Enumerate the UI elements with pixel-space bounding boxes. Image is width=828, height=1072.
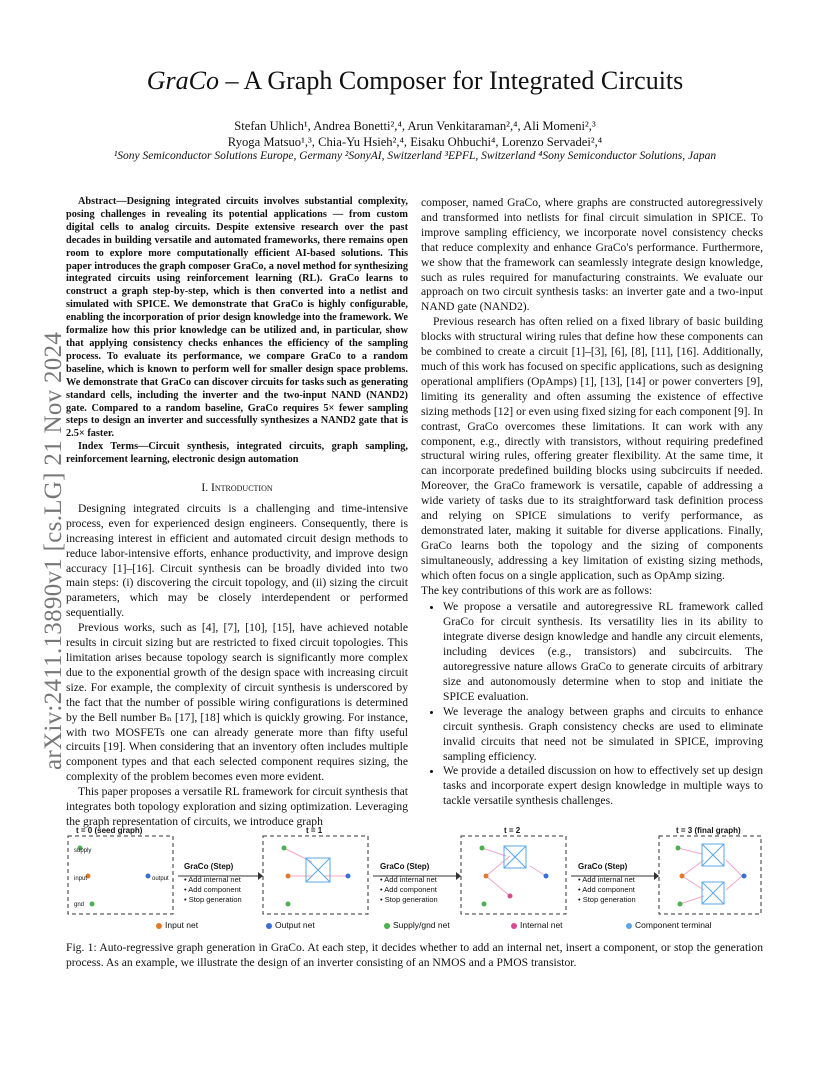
- title-graco: GraCo: [146, 66, 219, 95]
- legend-terminal-label: Component terminal: [635, 920, 712, 930]
- intro-paragraph-2: Previous works, such as [4], [7], [10], [15], have achieved notable results in circuit sizing but are restricted to fixed circuit topologies. This limitation arises because topology search is significantly more complex due to the exponential growth of the design space with increasing circuit size. For example, the complexity of circuit synthesis is underscored by the fact that the number of possible wiring configurations is determined by the Bell number Bₙ [17], [18] which is quickly growing. For instance, with two MOSFETs one can already generate more than fifty useful circuits [19]. When considering that an inventory often includes multiple component types and that each selected component requires sizing, the complexity of the problem becomes even more evident.: [66, 621, 408, 784]
- step-item-add-component: • Add component: [578, 885, 635, 894]
- arrow-3-head: [654, 872, 659, 880]
- node-output-dot: [742, 874, 747, 879]
- right-column: [421, 196, 763, 809]
- legend-supply: [384, 920, 450, 930]
- abstract: Abstract—Designing integrated circuits involves substantial complexity, posing challenges in revealing its potential applications — from custom digital cells to analog circuits. Despite extensive research over the past decades in building versatile and automated frameworks, there remains open room to explore more computationally efficient AI-based solutions. This paper introduces the graph composer GraCo, a novel method for synthesizing integrated circuits using reinforcement learning (RL). GraCo learns to construct a graph step-by-step, which is then converted into a netlist and simulated with SPICE. We demonstrate that GraCo is highly configurable, enabling the incorporation of prior design knowledge into the framework. We formalize how this prior knowledge can be utilized and, in particular, show that applying consistency checks enhances the efficiency of the sampling process. To evaluate its performance, we compare GraCo to a random baseline, which is known to perform well for smaller design space problems. We demonstrate that GraCo can discover circuits for tasks such as generating standard cells, including the inverter and the two-input NAND (NAND2) gate. Compared to a random baseline, GraCo requires 5× fewer sampling steps to design an inverter and successfully synthesizes a NAND2 gate that is 2.5× faster.: [66, 196, 408, 440]
- left-column: [66, 196, 408, 830]
- graco-step-title: GraCo (Step): [380, 862, 430, 871]
- index-terms: Index Terms—Circuit synthesis, integrated circuits, graph sampling, reinforcement learning, electronic design automation: [66, 441, 408, 466]
- step-item-add-component: • Add component: [184, 885, 241, 894]
- node-output-dot: [544, 874, 549, 879]
- edge: [726, 860, 742, 876]
- right-paragraph-2: Previous research has often relied on a fixed library of basic building blocks with structural wiring rules that define how these components can be combined to create a circuit [1]–[3], [6], [8], [11], [16]. Additionally, much of this work has focused on specific applications, such as designing operational amplifiers (OpAmps) [1], [13], [14] or power converters [9], limiting its generality and often assuming the existence of effective sizing methods [12] or even using fixed sizing for each component [9]. In contrast, GraCo overcomes these limitations. It can work with any component, e.g., directly with transistors, without requiring predefined structural wiring rules, offering greater flexibility. At the same time, it can incorporate predefined building blocks using subcircuits if needed. Moreover, the GraCo framework is versatile, capable of addressing a wide variety of tasks due to its straightforward task definition process and relying on SPICE simulations to verify performance, as demonstrated later, making it suitable for diverse applications. Finally, GraCo learns both the topology and the sizing of components simultaneously, addressing a key limitation of existing sizing methods, which often focus on a single application, such as OpAmp sizing.: [421, 315, 763, 582]
- graco-step-title: GraCo (Step): [184, 862, 234, 871]
- node-output-dot: [346, 874, 351, 879]
- legend-output-label: Output net: [275, 920, 315, 930]
- figure-1: [66, 826, 763, 934]
- label-t2: t = 2: [504, 826, 521, 835]
- arrow-2-head: [456, 872, 461, 880]
- edge: [726, 876, 742, 890]
- step-item-stop-generation: • Stop generation: [578, 895, 636, 904]
- arrow-1-head: [258, 872, 263, 880]
- figure-caption: Fig. 1: Auto-regressive graph generation in GraCo. At each step, it decides whether to add an internal net, insert a component, or stop the generation process. As an example, we illustrate the design of an inverter consisting of an NMOS and a PMOS transistor.: [66, 941, 763, 969]
- graco-step-3: [578, 862, 636, 905]
- edge: [680, 896, 704, 904]
- legend-terminal: [626, 920, 712, 930]
- frame-t2: [461, 836, 566, 914]
- node-input-dot: [484, 874, 489, 879]
- paper-title: [70, 66, 760, 96]
- right-paragraph-1: composer, named GraCo, where graphs are constructed autoregressively and transformed into netlists for final circuit simulation in SPICE. To improve sampling efficiency, we incorporate novel consistency checks that reduce complexity and enhance GraCo's performance. Furthermore, we show that the framework can seamlessly integrate design knowledge, such as rules required for manufacturing constraints. We evaluate our approach on two circuit synthesis tasks: an inverter gate and a two-input NAND gate (NAND2).: [421, 196, 763, 314]
- title-rest: – A Graph Composer for Integrated Circuits: [218, 66, 684, 95]
- node-gnd-label: gnd: [74, 902, 85, 908]
- node-gnd-dot: [90, 902, 95, 907]
- legend-internal: [511, 920, 563, 930]
- section-heading-introduction: I. Introduction: [201, 481, 273, 495]
- contributions-intro: The key contributions of this work are as follows:: [421, 583, 653, 597]
- label-t3: t = 3 (final graph): [676, 826, 741, 835]
- intro-paragraph-3: This paper proposes a versatile RL framework for circuit synthesis that integrates both topology exploration and sizing optimization. Leveraging the graph representation of circuits, we introduce graph: [66, 785, 408, 828]
- node-gnd-dot: [286, 902, 291, 907]
- graco-step-2: [380, 862, 438, 905]
- node-gnd-dot: [482, 902, 487, 907]
- authors: [70, 118, 760, 150]
- arxiv-id: arXiv:2411.13890v1 [cs.LG] 21 Nov 2024: [40, 331, 67, 770]
- node-supply-dot: [676, 846, 681, 851]
- legend-internal-label: Internal net: [520, 920, 563, 930]
- label-t1: t = 1: [306, 826, 323, 835]
- graco-step-title: GraCo (Step): [578, 862, 628, 871]
- node-supply-label: supply: [74, 848, 92, 854]
- legend-supply-label: Supply/gnd net: [393, 920, 450, 930]
- step-item-add-internal-net: • Add internal net: [380, 875, 437, 884]
- edge: [682, 876, 704, 890]
- node-supply-dot: [480, 846, 485, 851]
- edge: [682, 860, 704, 876]
- contribution-item: • We leverage the analogy between graphs and circuits to enhance circuit synthesis. Graph consistency checks are used to eliminate invalid circuits that need not be simulated in SPICE, improving sampling efficiency.: [443, 705, 763, 765]
- step-item-add-component: • Add component: [380, 885, 437, 894]
- contribution-item: • We provide a detailed discussion on how to effectively set up design tasks and incorporate expert design knowledge in multiple ways to tackle versatile synthesis challenges.: [443, 764, 763, 809]
- step-item-add-internal-net: • Add internal net: [578, 875, 635, 884]
- node-internal-dot: [508, 894, 513, 899]
- figure-legend: [66, 920, 763, 934]
- node-output-label: output: [152, 876, 169, 882]
- node-input-label: input: [74, 876, 88, 882]
- legend-input: [156, 920, 198, 930]
- legend-output: [266, 920, 315, 930]
- edge: [486, 876, 510, 896]
- graco-step-1: [184, 862, 242, 905]
- node-output-dot: [146, 874, 151, 879]
- contributions-list: [421, 600, 763, 809]
- step-item-stop-generation: • Stop generation: [380, 895, 438, 904]
- edge: [482, 848, 506, 856]
- frame-t1: [263, 836, 368, 914]
- authors-line-1: Stefan Uhlich¹, Andrea Bonetti²,⁴, Arun Venkitaraman²,⁴, Ali Momeni²,³: [234, 119, 596, 133]
- intro-paragraph-1: Designing integrated circuits is a challenging and time-intensive process, even for experienced design engineers. Consequently, there is increasing interest in efficient and automated circuit design methods to reduce labor-intensive efforts, enhance productivity, and improve design accuracy [1]–[16]. Circuit synthesis can be broadly divided into two main steps: (i) discovering the circuit topology, and (ii) sizing the circuit parameters, which may be closely interdependent or performed sequentially.: [66, 501, 408, 620]
- step-item-add-internal-net: • Add internal net: [184, 875, 241, 884]
- authors-line-2: Ryoga Matsuo¹,³, Chia-Yu Hsieh²,⁴, Eisaku Ohbuchi⁴, Lorenzo Servadei²,⁴: [227, 135, 603, 149]
- contribution-item: • We propose a versatile and autoregressive RL framework called GraCo for circuit synthesis. Its versatility lies in its ability to integrate diverse design knowledge and handle any circuit elements, including devices (e.g., transistors) and subcircuits. The autoregressive nature allows GraCo to generate circuits of arbitrary size and autonomously determine when to stop and initiate the SPICE evaluation.: [443, 600, 763, 704]
- edge: [530, 866, 546, 876]
- node-supply-dot: [282, 846, 287, 851]
- node-gnd-dot: [678, 902, 683, 907]
- node-input-dot: [286, 874, 291, 879]
- arxiv-watermark: [10, 250, 70, 770]
- label-t0: t = 0 (seed graph): [76, 826, 143, 835]
- edge: [678, 848, 702, 854]
- step-item-stop-generation: • Stop generation: [184, 895, 242, 904]
- legend-input-label: Input net: [165, 920, 199, 930]
- affiliations: ¹Sony Semiconductor Solutions Europe, Germany ²SonyAI, Switzerland ³EPFL, Switzerland ⁴Sony Semiconductor Solutions, Japan: [113, 150, 717, 162]
- node-input-dot: [680, 874, 685, 879]
